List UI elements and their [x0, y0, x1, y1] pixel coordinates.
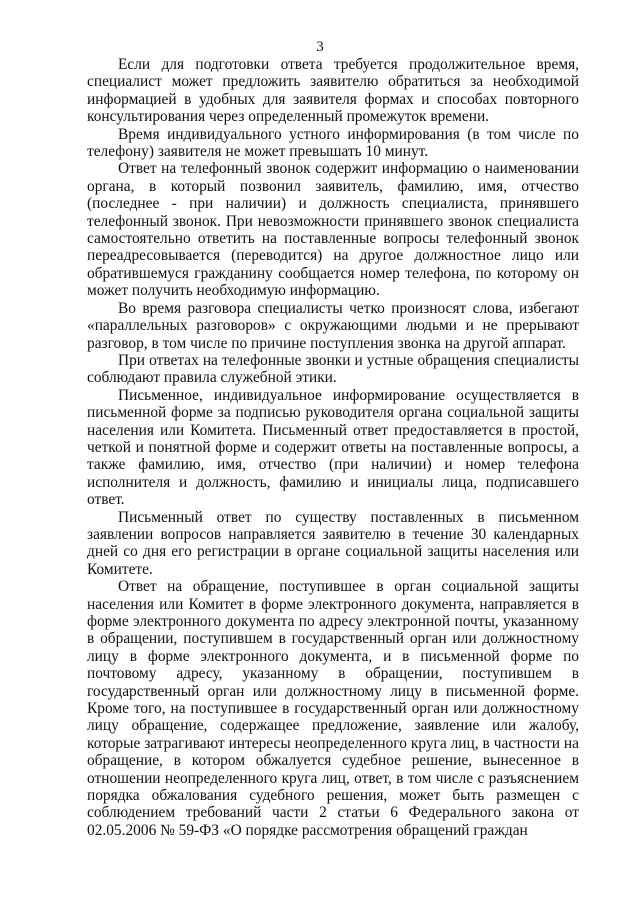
- paragraph-electronic-answer: Ответ на обращение, поступившее в орган социальной защиты населения или Комитет в форме электронного документа, направляется в форме электронного документа по адресу электронной почты, указанному в обращении, поступившем в государственный орган или должностному лицу в форме электронного документа, и в письменной форме по почтовому адресу, указанному в обращении, поступившем в государственный орган или должностному лицу в письменной форме. Кроме того, на поступившее в государственный орган или должностному лицу обращение, содержащее предложение, заявление или жалобу, которые затрагивают интересы неопределенного круга лиц, в частности на обращение, в котором обжалуется судебное решение, вынесенное в отношении неопределенного круга лиц, ответ, в том числе с разъяснением порядка обжалования судебного решения, может быть размещен с соблюдением требований части 2 статьи 6 Федерального закона от 02.05.2006 № 59-ФЗ «О порядке рассмотрения обращений граждан: [87, 578, 579, 839]
- paragraph-consultation-time: Если для подготовки ответа требуется продолжительное время, специалист может предложить заявителю обратиться за необходимой информацией в удобных для заявителя формах и способах повторного консультирования через определенный промежуток времени.: [87, 56, 579, 126]
- paragraph-service-ethics: При ответах на телефонные звонки и устные обращения специалисты соблюдают правила служебной этики.: [87, 351, 579, 387]
- paragraph-written-answer-deadline: Письменный ответ по существу поставленных в письменном заявлении вопросов направляется заявителю в течение 30 календарных дней со дня его регистрации в органе социальной защиты населения или Комитете.: [87, 508, 579, 578]
- document-body: [87, 56, 579, 839]
- paragraph-written-info: Письменное, индивидуальное информирование осуществляется в письменной форме за подписью руководителя органа социальной защиты населения или Комитета. Письменный ответ предоставляется в простой, четкой и понятной форме и содержит ответы на поставленные вопросы, а также фамилию, имя, отчество (при наличии) и номер телефона исполнителя и должность, фамилию и инициалы лица, подписавшего ответ.: [87, 386, 579, 509]
- paragraph-oral-info-duration: Время индивидуального устного информирования (в том числе по телефону) заявителя не может превышать 10 минут.: [87, 125, 579, 161]
- page-number: 3: [316, 39, 324, 55]
- paragraph-phone-answer: Ответ на телефонный звонок содержит информацию о наименовании органа, в который позвонил заявитель, фамилию, имя, отчество (последнее - при наличии) и должность специалиста, принявшего телефонный звонок. При невозможности принявшего звонок специалиста самостоятельно ответить на поставленные вопросы телефонный звонок переадресовывается (переводится) на другое должностное лицо или обратившемуся гражданину сообщается номер телефона, по которому он может получить необходимую информацию.: [87, 160, 579, 300]
- paragraph-conversation-rules: Во время разговора специалисты четко произносят слова, избегают «параллельных разговоров» с окружающими людьми и не прерывают разговор, в том числе по причине поступления звонка на другой аппарат.: [87, 299, 579, 352]
